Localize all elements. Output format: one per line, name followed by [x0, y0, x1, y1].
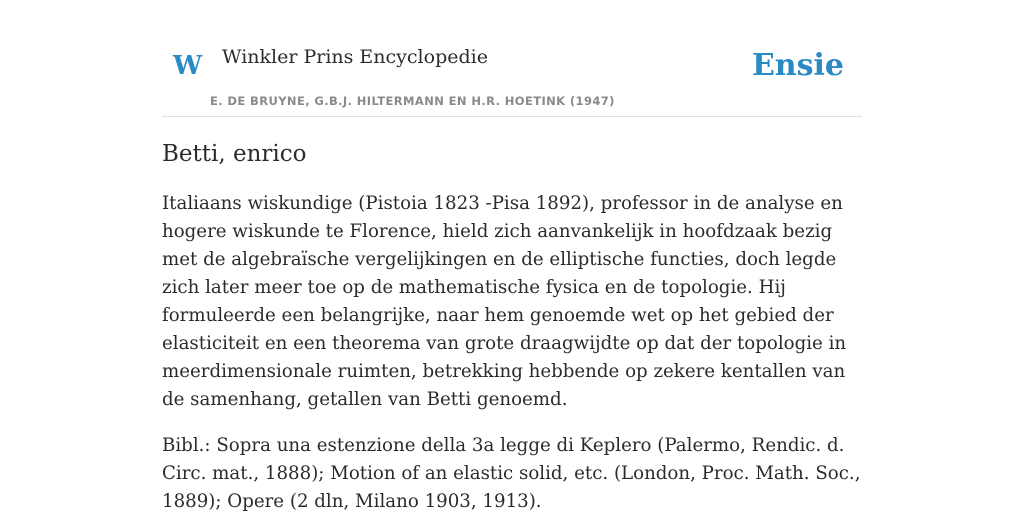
- ensie-brand-logo[interactable]: Ensie: [751, 48, 844, 83]
- entry-content: [162, 138, 862, 512]
- source-header: [162, 0, 862, 117]
- entry-bibliography: Bibl.: Sopra una estenzione della 3a legge di Keplero (Palermo, Rendic. d. Circ. mat., 1888); Motion of an elastic solid, etc. (London, Proc. Math. Soc., 1889); Opere (2 dln, Milano 1903, 1913).: [162, 435, 861, 512]
- entry-body: Italiaans wiskundige (Pistoia 1823 -Pisa 1892), professor in de analyse en hogere wiskunde te Florence, hield zich aanvankelijk in hoofdzaak bezig met de algebraïsche vergelijkingen en de elliptische functies, doch legde zich later meer toe op de mathematische fysica en de topologie. Hij formuleerde een belangrijke, naar hem genoemde wet op het gebied der elasticiteit en een theorema van grote draagwijdte op dat der topologie in meerdimensionale ruimten, betrekking hebbende op zekere kentallen van de samenhang, getallen van Betti genoemd.: [162, 193, 847, 410]
- winkler-prins-logo-icon: W: [173, 51, 203, 81]
- source-authors: E. DE BRUYNE, G.B.J. HILTERMANN EN H.R. HOETINK (1947): [210, 94, 615, 108]
- source-title[interactable]: Winkler Prins Encyclopedie: [222, 46, 488, 68]
- entry-title: Betti, enrico: [162, 141, 307, 167]
